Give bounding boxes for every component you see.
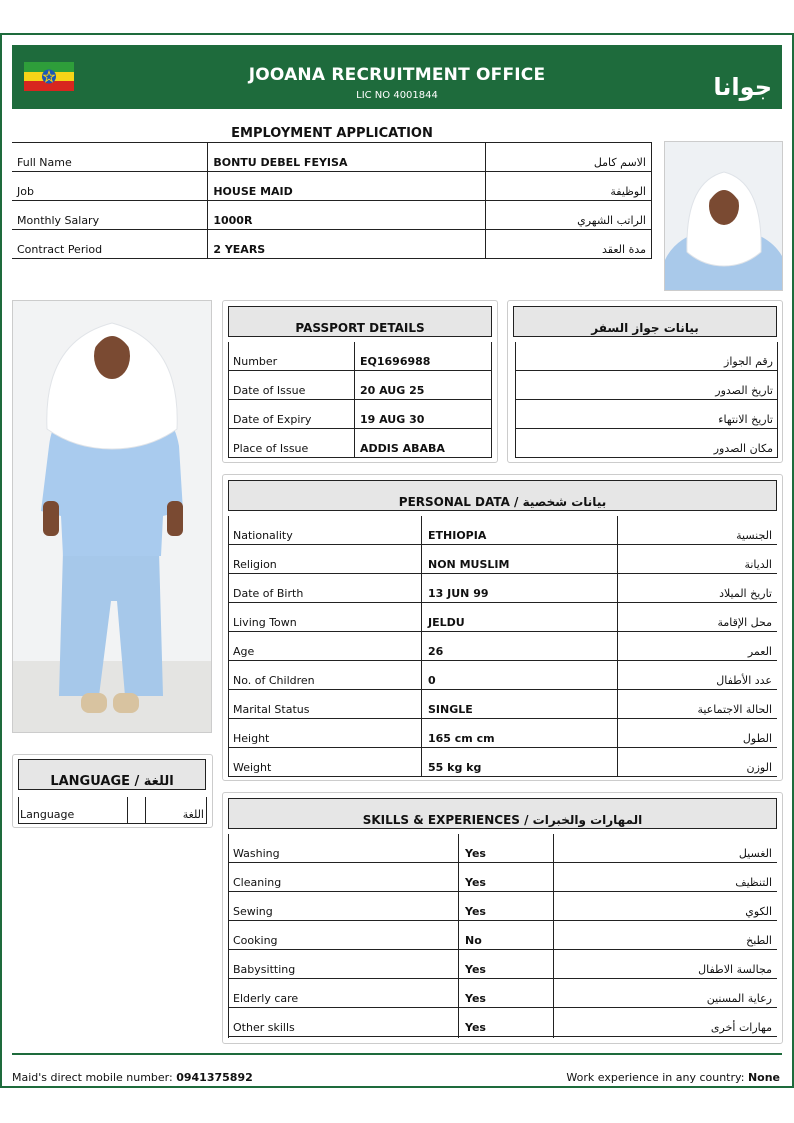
personal-value: SINGLE bbox=[428, 703, 473, 716]
passport-row bbox=[228, 400, 492, 429]
personal-value: ETHIOPIA bbox=[428, 529, 487, 542]
mobile-value: 0941375892 bbox=[176, 1071, 253, 1084]
skills-value: Yes bbox=[465, 963, 486, 976]
skills-label-arabic: مهارات أخرى bbox=[710, 1021, 772, 1034]
language-title: LANGUAGE / اللغة bbox=[18, 759, 206, 790]
skills-label: Elderly care bbox=[233, 992, 299, 1005]
passport-arabic-row bbox=[515, 400, 778, 429]
personal-value: 0 bbox=[428, 674, 436, 687]
passport-row bbox=[228, 371, 492, 400]
skills-row bbox=[228, 834, 777, 863]
personal-value: 26 bbox=[428, 645, 444, 658]
skills-row bbox=[228, 1008, 777, 1037]
language-label: Language bbox=[20, 808, 75, 821]
passport-panel bbox=[222, 300, 498, 463]
portrait-photo bbox=[664, 141, 783, 291]
passport-label: Date of Issue bbox=[233, 384, 306, 397]
personal-value: 13 JUN 99 bbox=[428, 587, 489, 600]
field-label: Job bbox=[12, 172, 208, 201]
skills-value: Yes bbox=[465, 905, 486, 918]
personal-row bbox=[228, 516, 777, 545]
skills-label-arabic: الغسيل bbox=[738, 847, 772, 860]
passport-label-arabic: رقم الجواز bbox=[724, 355, 773, 368]
language-row bbox=[18, 797, 206, 824]
personal-label-arabic: محل الإقامة bbox=[717, 616, 772, 629]
passport-arabic-row bbox=[515, 342, 778, 371]
passport-arabic-panel bbox=[507, 300, 783, 463]
employment-application-title: EMPLOYMENT APPLICATION bbox=[231, 126, 433, 141]
skills-label-arabic: التنظيف bbox=[735, 876, 772, 889]
personal-label: Height bbox=[233, 732, 270, 745]
table-row bbox=[12, 230, 652, 259]
application-page bbox=[0, 33, 794, 1088]
field-label-arabic: الاسم كامل bbox=[486, 143, 652, 172]
field-label: Monthly Salary bbox=[12, 201, 208, 230]
passport-label: Place of Issue bbox=[233, 442, 309, 455]
personal-row bbox=[228, 545, 777, 574]
skills-value: Yes bbox=[465, 1021, 486, 1034]
footer-divider bbox=[12, 1053, 782, 1055]
passport-label: Date of Expiry bbox=[233, 413, 312, 426]
language-label-arabic: اللغة bbox=[182, 808, 204, 821]
personal-label-arabic: عدد الأطفال bbox=[716, 674, 772, 687]
skills-label: Other skills bbox=[233, 1021, 295, 1034]
passport-row bbox=[228, 429, 492, 458]
personal-row bbox=[228, 661, 777, 690]
skills-label: Cooking bbox=[233, 934, 278, 947]
passport-arabic-row bbox=[515, 429, 778, 458]
skills-label: Cleaning bbox=[233, 876, 282, 889]
skills-title: SKILLS & EXPERIENCES / المهارات والخبرات bbox=[228, 798, 777, 829]
language-panel bbox=[12, 754, 213, 828]
field-value: 1000R bbox=[208, 201, 486, 230]
skills-value: Yes bbox=[465, 847, 486, 860]
field-label: Contract Period bbox=[12, 230, 208, 259]
passport-arabic-title: بيانات جواز السفر bbox=[513, 306, 777, 337]
personal-value: 165 cm cm bbox=[428, 732, 495, 745]
passport-label-arabic: تاريخ الصدور bbox=[715, 384, 773, 397]
personal-data-title: PERSONAL DATA / بيانات شخصية bbox=[228, 480, 777, 511]
personal-value: NON MUSLIM bbox=[428, 558, 510, 571]
skills-row bbox=[228, 950, 777, 979]
mobile-label: Maid's direct mobile number: bbox=[12, 1071, 173, 1084]
header-banner bbox=[12, 45, 782, 109]
skills-value: Yes bbox=[465, 876, 486, 889]
personal-label-arabic: الحالة الاجتماعية bbox=[697, 703, 772, 716]
personal-row bbox=[228, 603, 777, 632]
skills-label-arabic: مجالسة الاطفال bbox=[698, 963, 772, 976]
personal-value: JELDU bbox=[428, 616, 465, 629]
office-title: JOOANA RECRUITMENT OFFICE bbox=[248, 65, 546, 85]
personal-label-arabic: العمر bbox=[747, 645, 772, 658]
field-label-arabic: مدة العقد bbox=[486, 230, 652, 259]
personal-label: Age bbox=[233, 645, 255, 658]
personal-row bbox=[228, 690, 777, 719]
field-value: BONTU DEBEL FEYISA bbox=[208, 143, 486, 172]
skills-row bbox=[228, 892, 777, 921]
passport-value: EQ1696988 bbox=[360, 355, 431, 368]
personal-value: 55 kg kg bbox=[428, 761, 482, 774]
personal-label: Weight bbox=[233, 761, 272, 774]
table-row bbox=[12, 172, 652, 201]
personal-label: No. of Children bbox=[233, 674, 315, 687]
field-label-arabic: الوظيفة bbox=[486, 172, 652, 201]
table-row bbox=[12, 143, 652, 172]
skills-row bbox=[228, 863, 777, 892]
passport-value: 19 AUG 30 bbox=[360, 413, 425, 426]
work-experience bbox=[566, 1071, 780, 1084]
personal-data-panel bbox=[222, 474, 783, 781]
table-row bbox=[12, 201, 652, 230]
skills-label-arabic: الكوي bbox=[745, 905, 772, 918]
personal-row bbox=[228, 632, 777, 661]
passport-label-arabic: تاريخ الانتهاء bbox=[718, 413, 773, 426]
experience-label: Work experience in any country: bbox=[566, 1071, 745, 1084]
skills-label: Sewing bbox=[233, 905, 273, 918]
skills-panel bbox=[222, 792, 783, 1044]
personal-label: Nationality bbox=[233, 529, 293, 542]
passport-arabic-row bbox=[515, 371, 778, 400]
personal-label-arabic: تاريخ الميلاد bbox=[719, 587, 772, 600]
experience-value: None bbox=[747, 1071, 780, 1084]
skills-label-arabic: الطبخ bbox=[746, 934, 772, 947]
license-number: LIC NO 4001844 bbox=[356, 90, 438, 101]
passport-row bbox=[228, 342, 492, 371]
skills-label: Washing bbox=[233, 847, 280, 860]
passport-value: ADDIS ABABA bbox=[360, 442, 445, 455]
skills-row bbox=[228, 921, 777, 950]
personal-label: Marital Status bbox=[233, 703, 310, 716]
skills-row bbox=[228, 979, 777, 1008]
skills-label: Babysitting bbox=[233, 963, 296, 976]
field-value: 2 YEARS bbox=[208, 230, 486, 259]
passport-label-arabic: مكان الصدور bbox=[713, 442, 773, 455]
mobile-number bbox=[12, 1071, 253, 1084]
personal-label-arabic: الوزن bbox=[746, 761, 772, 774]
passport-label: Number bbox=[233, 355, 278, 368]
office-arabic-name: جوانا bbox=[713, 73, 772, 101]
personal-label: Date of Birth bbox=[233, 587, 304, 600]
field-value: HOUSE MAID bbox=[208, 172, 486, 201]
skills-label-arabic: رعاية المسنين bbox=[706, 992, 772, 1005]
passport-title: PASSPORT DETAILS bbox=[228, 306, 492, 337]
personal-label-arabic: الديانة bbox=[744, 558, 772, 571]
personal-row bbox=[228, 748, 777, 777]
full-body-photo bbox=[12, 300, 212, 733]
passport-value: 20 AUG 25 bbox=[360, 384, 425, 397]
skills-value: Yes bbox=[465, 992, 486, 1005]
personal-label: Living Town bbox=[233, 616, 297, 629]
personal-label: Religion bbox=[233, 558, 277, 571]
skills-value: No bbox=[465, 934, 482, 947]
field-label-arabic: الراتب الشهري bbox=[486, 201, 652, 230]
employment-table bbox=[12, 142, 652, 259]
field-label: Full Name bbox=[12, 143, 208, 172]
personal-row bbox=[228, 719, 777, 748]
personal-label-arabic: الجنسية bbox=[736, 529, 772, 542]
personal-row bbox=[228, 574, 777, 603]
personal-label-arabic: الطول bbox=[742, 732, 772, 745]
